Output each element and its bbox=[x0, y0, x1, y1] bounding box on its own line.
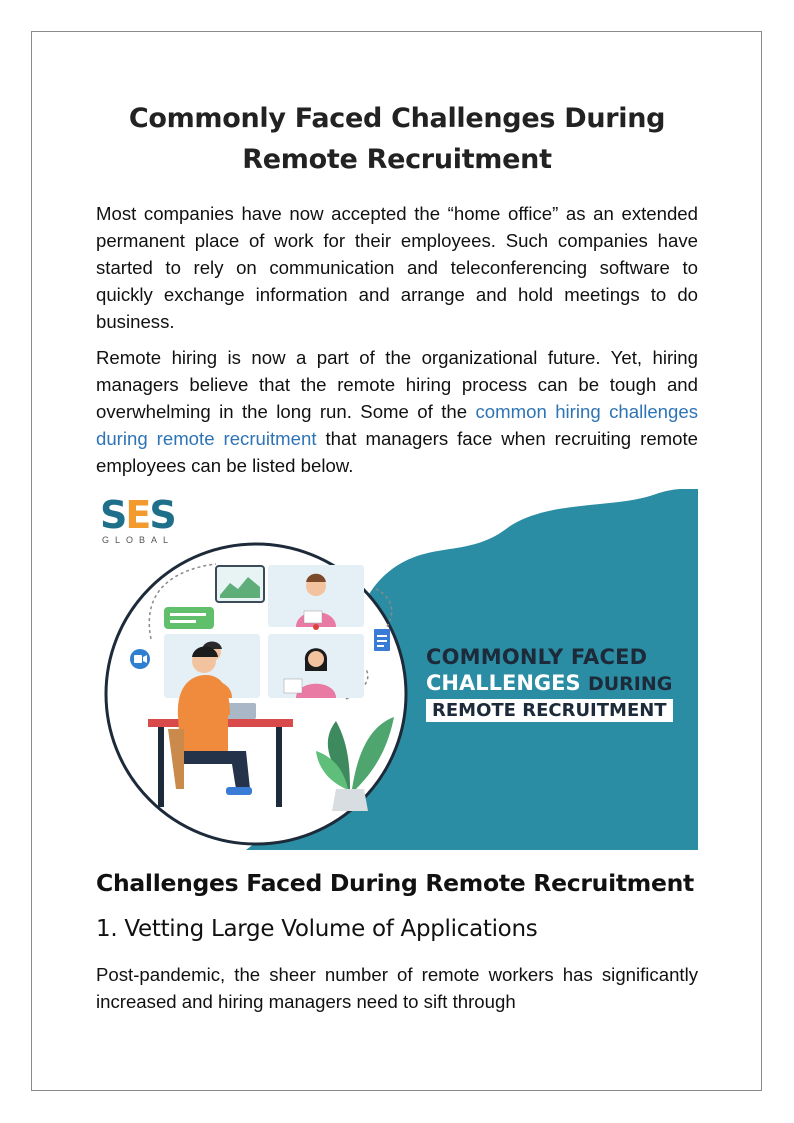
document-title bbox=[96, 98, 698, 180]
video-tile-top bbox=[268, 565, 364, 630]
document-icon bbox=[374, 629, 390, 651]
subsection-heading: 1. Vetting Large Volume of Applications bbox=[96, 916, 538, 942]
ses-global-logo bbox=[100, 495, 175, 545]
intro-paragraph: Most companies have now accepted the “home office” as an extended permanent place of work for their employees. Such companies have started to rely on communication and teleconferencing software to quickly exchange information and arrange and hold meetings to do business. bbox=[96, 203, 698, 332]
video-tile-middle-right bbox=[268, 634, 364, 698]
hero-banner-text bbox=[426, 645, 686, 722]
document-content bbox=[96, 98, 698, 1015]
remote-hiring-paragraph bbox=[96, 344, 698, 479]
banner-line-3: REMOTE RECRUITMENT bbox=[426, 699, 673, 722]
logo-letter-s2: S bbox=[149, 493, 175, 537]
hero-image bbox=[96, 489, 698, 850]
banner-line-2 bbox=[426, 671, 686, 695]
section-heading: Challenges Faced During Remote Recruitment bbox=[96, 869, 694, 897]
logo-subtitle: GLOBAL bbox=[102, 535, 175, 545]
paragraph-text-before-link: Remote hiring is now a part of the organizational future. Yet, hiring managers believe that the remote hiring process can be tough and overwhelming in the long run. Some of the bbox=[96, 347, 698, 422]
logo-letter-s1: S bbox=[100, 493, 126, 537]
chat-bubble-icon bbox=[164, 607, 214, 629]
vetting-paragraph: Post-pandemic, the sheer number of remote workers has significantly increased and hiring managers need to sift through bbox=[96, 964, 698, 1012]
logo-letter-e: E bbox=[125, 493, 150, 537]
chart-window-icon bbox=[216, 566, 264, 602]
title-line-1: Commonly Faced Challenges During bbox=[128, 103, 666, 134]
video-call-icon bbox=[130, 649, 150, 669]
paragraph-text-after-link: that managers face when recruiting remote employees can be listed below. bbox=[96, 428, 698, 476]
banner-word-challenges: CHALLENGES bbox=[426, 671, 581, 695]
title-line-2: Remote Recruitment bbox=[242, 144, 552, 175]
banner-word-during: DURING bbox=[587, 673, 673, 695]
common-hiring-challenges-link[interactable]: common hiring challenges during remote recruitment bbox=[96, 401, 698, 449]
logo-letters bbox=[100, 495, 175, 535]
banner-line-1: COMMONLY FACED bbox=[426, 645, 648, 669]
